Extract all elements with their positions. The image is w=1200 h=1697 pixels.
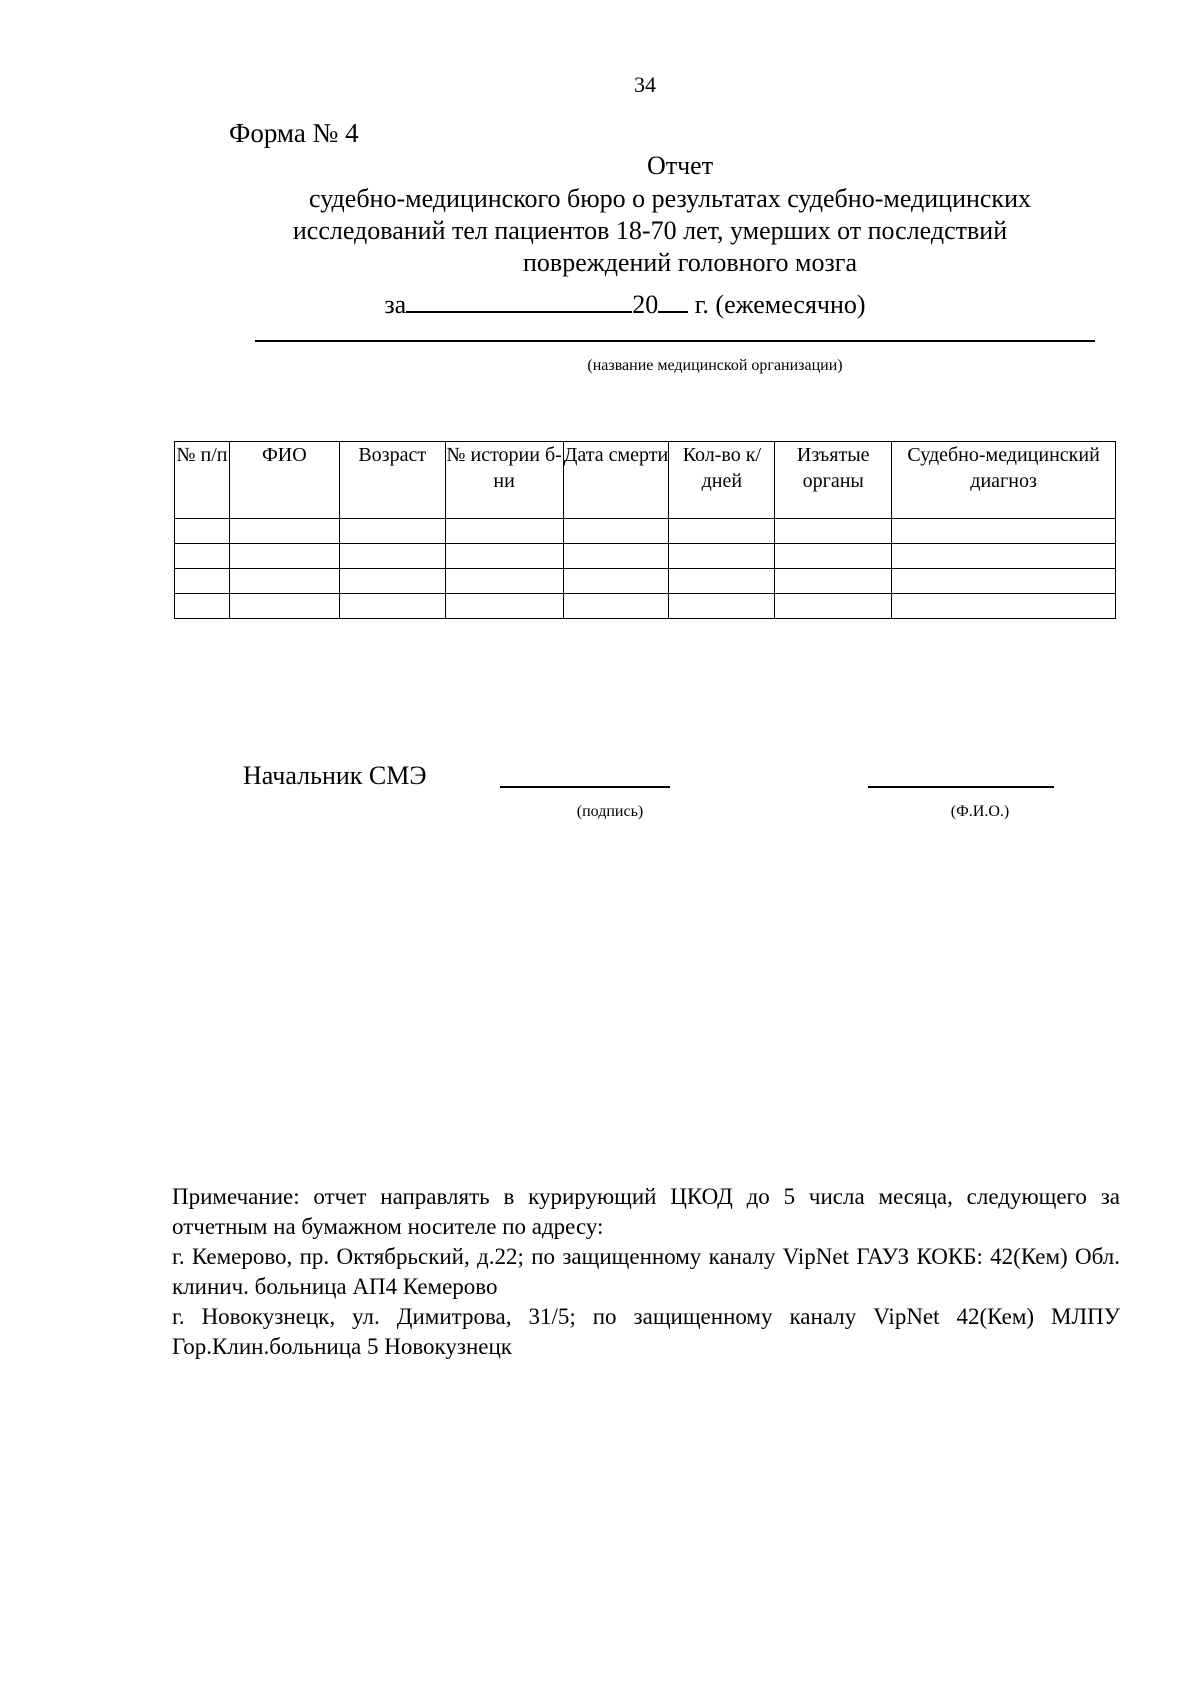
table-cell[interactable] bbox=[775, 519, 892, 544]
organization-name-blank[interactable] bbox=[255, 340, 1095, 342]
table-cell[interactable] bbox=[229, 544, 339, 569]
table-cell[interactable] bbox=[339, 544, 445, 569]
note-block bbox=[172, 1182, 1120, 1362]
table-cell[interactable] bbox=[775, 594, 892, 619]
table-cell[interactable] bbox=[563, 519, 669, 544]
full-name-blank[interactable] bbox=[868, 786, 1054, 788]
table-cell[interactable] bbox=[229, 519, 339, 544]
table-cell[interactable] bbox=[175, 569, 230, 594]
table-cell[interactable] bbox=[775, 569, 892, 594]
table-row bbox=[175, 594, 1116, 619]
column-header-organs: Изъятые органы bbox=[775, 442, 892, 519]
table-cell[interactable] bbox=[892, 594, 1116, 619]
report-title: Отчет bbox=[646, 151, 714, 180]
table-cell[interactable] bbox=[669, 569, 775, 594]
table-cell[interactable] bbox=[445, 594, 563, 619]
table-body bbox=[175, 519, 1116, 619]
period-year: 20 bbox=[632, 290, 659, 319]
column-header-name: ФИО bbox=[229, 442, 339, 519]
table-cell[interactable] bbox=[563, 569, 669, 594]
page-number: 34 bbox=[634, 72, 656, 97]
table-cell[interactable] bbox=[669, 594, 775, 619]
form-number: Форма № 4 bbox=[229, 118, 359, 148]
table-row bbox=[175, 544, 1116, 569]
table-cell[interactable] bbox=[563, 544, 669, 569]
report-table bbox=[174, 441, 1116, 619]
period-suffix: г. (ежемесячно) bbox=[688, 290, 866, 319]
column-header-death-date: Дата смерти bbox=[563, 442, 669, 519]
table-cell[interactable] bbox=[445, 544, 563, 569]
column-header-number: № п/п bbox=[175, 442, 230, 519]
period-prefix: за bbox=[384, 290, 407, 319]
column-header-age: Возраст bbox=[339, 442, 445, 519]
table-cell[interactable] bbox=[669, 519, 775, 544]
signature-label: Начальник СМЭ bbox=[243, 761, 427, 790]
period-year-blank[interactable] bbox=[658, 281, 688, 313]
table-cell[interactable] bbox=[229, 594, 339, 619]
table-cell[interactable] bbox=[892, 519, 1116, 544]
table-cell[interactable] bbox=[669, 544, 775, 569]
signature-blank[interactable] bbox=[500, 786, 670, 788]
table-header-row bbox=[175, 442, 1116, 519]
column-header-days-count: Кол-во к/дней bbox=[669, 442, 775, 519]
table-cell[interactable] bbox=[339, 519, 445, 544]
table-cell[interactable] bbox=[892, 544, 1116, 569]
table-cell[interactable] bbox=[445, 569, 563, 594]
report-subtitle-line-3: повреждений головного мозга bbox=[523, 248, 857, 277]
report-subtitle-line-2: исследований тел пациентов 18-70 лет, умерших от последствий bbox=[292, 216, 1008, 245]
table-cell[interactable] bbox=[175, 594, 230, 619]
table-cell[interactable] bbox=[339, 594, 445, 619]
organization-caption: (название медицинской организации) bbox=[587, 357, 843, 374]
table-cell[interactable] bbox=[892, 569, 1116, 594]
report-subtitle-line-1: судебно-медицинского бюро о результатах судебно-медицинских bbox=[309, 184, 1031, 213]
table-cell[interactable] bbox=[563, 594, 669, 619]
report-period bbox=[0, 281, 1200, 320]
table-cell[interactable] bbox=[229, 569, 339, 594]
column-header-diagnosis: Судебно-медицинский диагноз bbox=[892, 442, 1116, 519]
table-row bbox=[175, 519, 1116, 544]
period-month-blank[interactable] bbox=[406, 281, 632, 313]
signature-caption: (подпись) bbox=[576, 803, 644, 820]
column-header-history-number: № истории б-ни bbox=[445, 442, 563, 519]
table-row bbox=[175, 569, 1116, 594]
table-cell[interactable] bbox=[339, 569, 445, 594]
full-name-caption: (Ф.И.О.) bbox=[950, 803, 1010, 820]
note-paragraph-2: г. Кемерово, пр. Октябрьский, д.22; по защищенному каналу VipNet ГАУЗ КОКБ: 42(Кем) Обл. клинич. больница АП4 Кемерово bbox=[172, 1244, 1120, 1299]
table-cell[interactable] bbox=[445, 519, 563, 544]
note-paragraph-1: Примечание: отчет направлять в курирующий ЦКОД до 5 числа месяца, следующего за отчетным на бумажном носителе по адресу: bbox=[172, 1184, 1120, 1239]
table-cell[interactable] bbox=[175, 544, 230, 569]
note-paragraph-3: г. Новокузнецк, ул. Димитрова, 31/5; по защищенному каналу VipNet 42(Кем) МЛПУ Гор.Клин.больница 5 Новокузнецк bbox=[172, 1304, 1120, 1359]
table-cell[interactable] bbox=[775, 544, 892, 569]
table-cell[interactable] bbox=[175, 519, 230, 544]
